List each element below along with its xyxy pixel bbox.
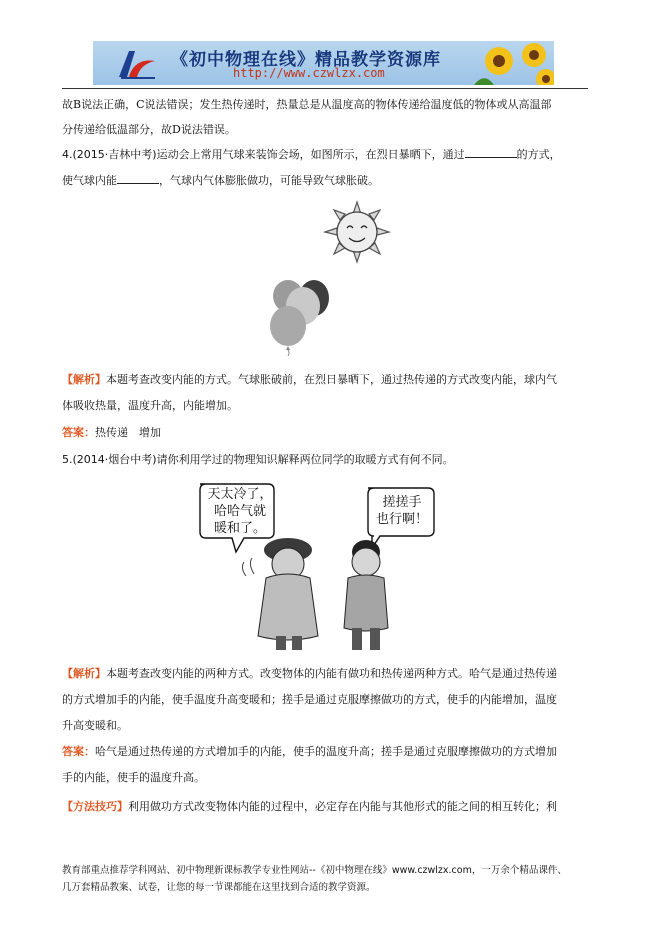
bubble-right-line-1: 搓搓手 (382, 495, 422, 510)
q5-analysis-line-2: 的方式增加手的内能，使手温度升高变暖和；搓手是通过克服摩擦做功的方式，使手的内能增加，温度 (62, 693, 557, 706)
banner-url[interactable]: http://www.czwlzx.com (233, 66, 385, 80)
bubble-right-line-2: 也行啊！ (375, 512, 428, 527)
site-logo (115, 47, 159, 81)
intro-line-1: 故B说法正确，C说法错误；发生热传递时，热量总是从温度高的物体传递给温度低的物体或从高温部 (62, 98, 552, 111)
q4-line-2 (62, 168, 602, 194)
q4-text-part1: 4.(2015·吉林中考)运动会上常用气球来装饰会场，如图所示，在烈日暴晒下，通过 (62, 148, 465, 161)
page-footer (62, 862, 602, 896)
bubble-left-line-2: 哈哈气就 (213, 504, 266, 519)
footer-line-2: 几万套精品教案、试卷，让您的每一节课都能在这里找到合适的教学资源。 (62, 882, 376, 893)
q4-line-1 (62, 142, 602, 168)
q5-analysis-line-3: 升高变暖和。 (62, 719, 128, 732)
sunflower-decoration (464, 41, 554, 85)
q5-answer-label: 答案： (62, 745, 95, 758)
q5-question: 5.(2014·烟台中考)请你利用学过的物理知识解释两位同学的取暖方式有何不同。 (62, 453, 454, 466)
q5-answer-text-1: 哈气是通过热传递的方式增加手的内能，使手的温度升高；搓手是通过克服摩擦做功的方式增加 (95, 745, 557, 758)
q4-analysis-line-2: 体吸收热量，温度升高，内能增加。 (62, 399, 238, 412)
q5-analysis-line-1 (62, 661, 602, 687)
bubble-left-text (204, 486, 276, 537)
q4-blank-1 (465, 145, 517, 158)
balloons-illustration (266, 276, 338, 356)
q4-text-part4: ，气球内气体膨胀做功，可能导致气球胀破。 (159, 174, 379, 187)
q4-analysis-text-1: 本题考查改变内能的方式。气球胀破前，在烈日暴晒下，通过热传递的方式改变内能，球内气 (106, 373, 557, 386)
q4-text-part2: 的方式， (516, 148, 561, 161)
header-banner (93, 41, 554, 85)
q5-method-text-1: 利用做功方式改变物体内能的过程中，必定存在内能与其他形式的能之间的相互转化；利 (128, 800, 557, 813)
q5-method-line-1 (62, 794, 602, 820)
q4-analysis-tag: 【解析】 (62, 373, 106, 386)
banner-title: 《初中物理在线》精品教学资源库 (171, 50, 441, 70)
q5-answer-line-1 (62, 739, 602, 765)
sun-illustration (322, 200, 392, 264)
q5-answer-line-2: 手的内能，使手的温度升高。 (62, 771, 205, 784)
bubble-left-line-1: 天太冷了， (207, 487, 273, 502)
bubble-right-text (370, 494, 434, 528)
bubble-left-line-3: 暖和了。 (213, 521, 266, 536)
q4-blank-2 (117, 171, 159, 184)
q5-method-tag: 【方法技巧】 (62, 800, 128, 813)
q4-analysis-line-1 (62, 367, 602, 393)
q4-text-part3: 使气球内能 (62, 174, 117, 187)
q4-answer-text: 热传递 增加 (95, 426, 161, 439)
q4-answer (62, 420, 602, 446)
q5-analysis-tag: 【解析】 (62, 667, 106, 680)
footer-line-1: 教育部重点推荐学科网站、初中物理新课标教学专业性网站--《初中物理在线》www.czwlzx.com，一万余个精品课件、 (62, 865, 567, 876)
header-rule (62, 88, 588, 89)
q5-analysis-text-1: 本题考查改变内能的两种方式。改变物体的内能有做功和热传递两种方式。哈气是通过热传递 (106, 667, 557, 680)
intro-line-2: 分传递给低温部分，故D说法错误。 (62, 123, 236, 136)
q4-answer-label: 答案： (62, 426, 95, 439)
